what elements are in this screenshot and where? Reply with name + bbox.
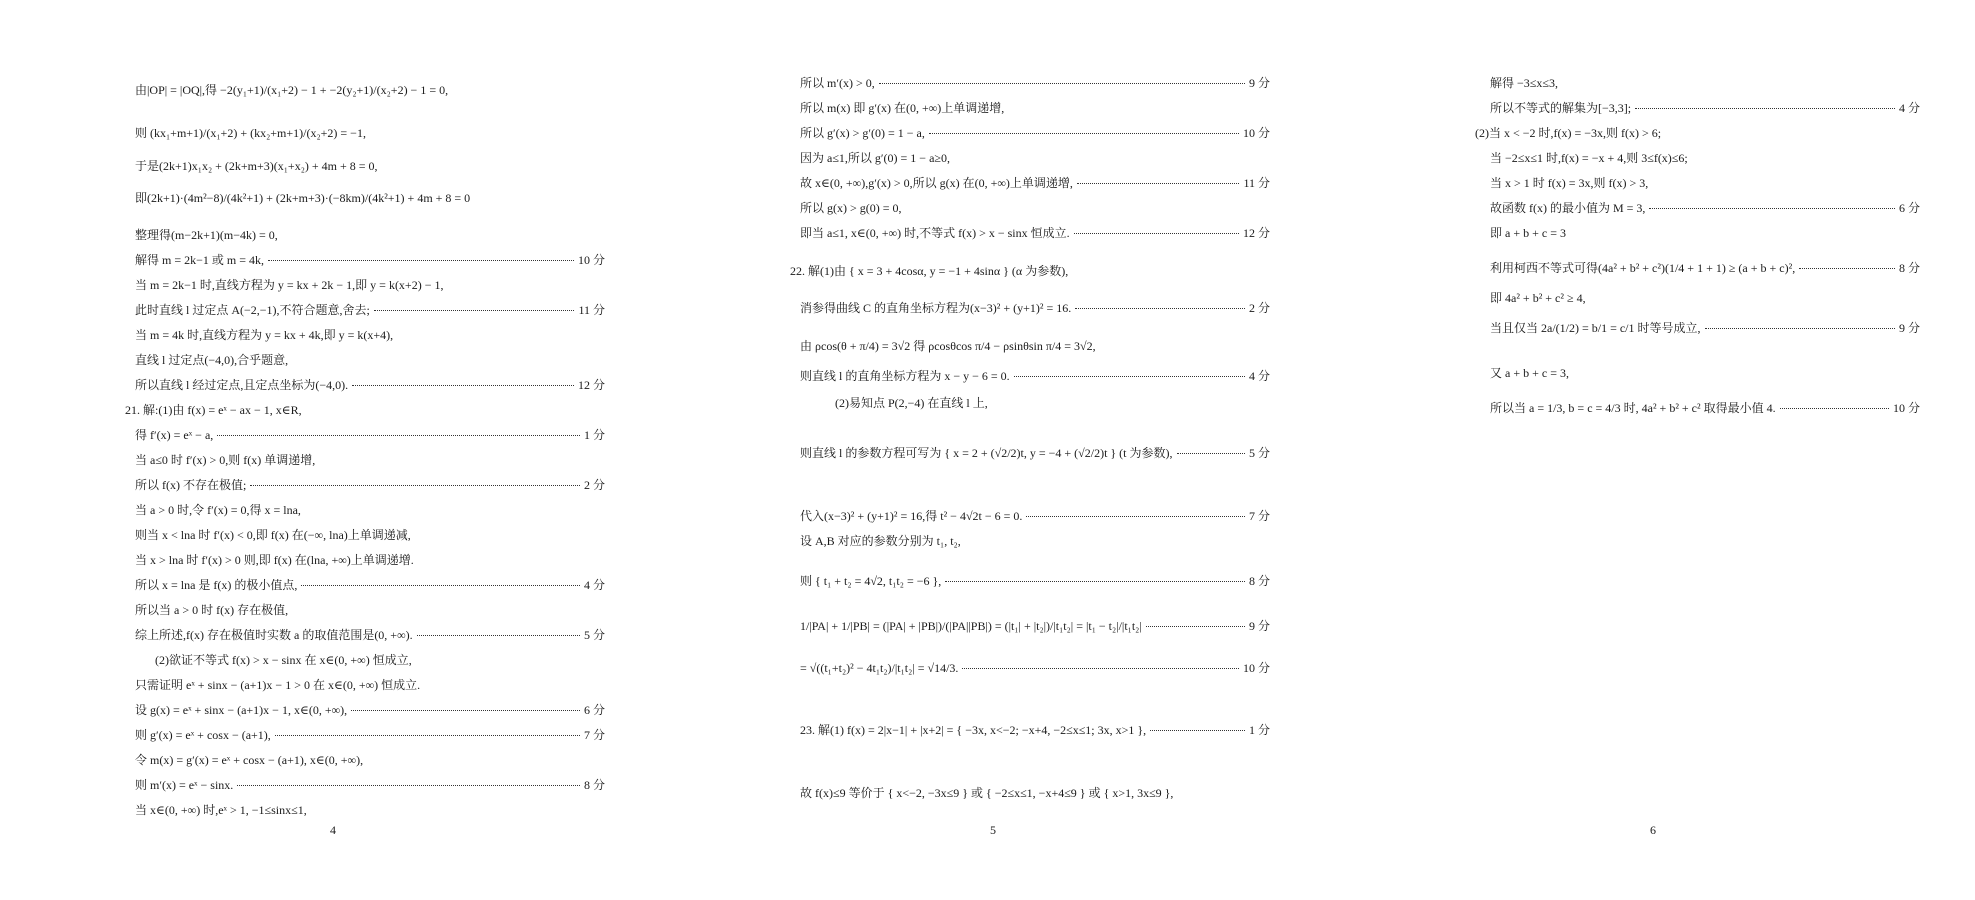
solution-line [135,702,605,718]
line-text: 解得 m = 2k−1 或 m = 4k, [135,253,264,267]
line-text: 此时直线 l 过定点 A(−2,−1),不符合题意,舍去; [135,303,370,317]
solution-line [135,377,605,393]
line-text: 则当 x < lna 时 f′(x) < 0,即 f(x) 在(−∞, lna)上单调递减, [135,528,411,542]
line-text: (2)当 x < −2 时,f(x) = −3x,则 f(x) > 6; [1475,126,1662,140]
line-text: 于是(2k+1)x₁x₂ + (2k+m+3)(x₁+x₂) + 4m + 8 = 0, [135,159,378,173]
score-label: 8 分 [1898,261,1920,275]
solution-line [1490,260,1920,276]
score-label: 9 分 [1248,76,1270,90]
score-label: 10 分 [1892,401,1920,415]
score-label: 6 分 [583,703,605,717]
dot-leader [1150,730,1245,731]
dot-leader [374,310,575,311]
dot-leader [1635,108,1895,109]
score-label: 10 分 [1242,661,1270,675]
solution-line [135,190,605,206]
line-text: 得 f′(x) = eˣ − a, [135,428,214,442]
solution-line [1490,320,1920,336]
line-text: 即当 a≤1, x∈(0, +∞) 时,不等式 f(x) > x − sinx 恒成立. [800,226,1070,240]
score-label: 7 分 [1248,509,1270,523]
line-text: 令 m(x) = g′(x) = eˣ + cosx − (a+1), x∈(0, +∞), [135,753,364,767]
line-text: 只需证明 eˣ + sinx − (a+1)x − 1 > 0 在 x∈(0, +∞) 恒成立. [135,678,421,692]
line-text: 所以直线 l 经过定点,且定点坐标为(−4,0). [135,378,349,392]
dot-leader [1075,308,1245,309]
solution-line [1490,290,1920,306]
solution-line [1490,150,1920,166]
solution-line [800,573,1270,589]
solution-line [135,752,605,768]
dot-leader [1074,233,1239,234]
dot-leader [1705,328,1895,329]
line-text: 由|OP| = |OQ|,得 −2(y₁+1)/(x₁+2) − 1 + −2(y₂+1)/(x₂+2) − 1 = 0, [135,83,449,97]
dot-leader [237,785,580,786]
solution-line [135,352,605,368]
solution-line [135,125,605,141]
solution-line [800,508,1270,524]
solution-line [155,652,605,668]
solution-line [1490,200,1920,216]
score-label: 4 分 [1248,369,1270,383]
solution-line [135,627,605,643]
line-text: 当 m = 4k 时,直线方程为 y = kx + 4k,即 y = k(x+4), [135,328,394,342]
line-text: 当且仅当 2a/(1/2) = b/1 = c/1 时等号成立, [1490,321,1701,335]
dot-leader [250,485,580,486]
solution-line [135,727,605,743]
line-text: 故 x∈(0, +∞),g′(x) > 0,所以 g(x) 在(0, +∞)上单调递增, [800,176,1073,190]
page-number: 5 [990,823,996,837]
solution-line [800,533,1270,549]
dot-leader [1177,453,1245,454]
solution-line [135,552,605,568]
line-text: 所以当 a = 1/3, b = c = 4/3 时, 4a² + b² + c² 取得最小值 4. [1490,401,1776,415]
line-text: (2)易知点 P(2,−4) 在直线 l 上, [835,396,988,410]
score-label: 7 分 [583,728,605,742]
solution-line [1490,225,1920,241]
line-text: 所以 x = lna 是 f(x) 的极小值点, [135,578,298,592]
dot-leader [962,668,1239,669]
solution-line [1490,400,1920,416]
score-label: 11 分 [578,303,605,317]
solution-line [800,225,1270,241]
line-text: 故函数 f(x) 的最小值为 M = 3, [1490,201,1646,215]
line-text: 设 A,B 对应的参数分别为 t₁, t₂, [800,534,961,548]
score-label: 11 分 [1243,176,1270,190]
line-text: (2)欲证不等式 f(x) > x − sinx 在 x∈(0, +∞) 恒成立, [155,653,412,667]
dot-leader [275,735,580,736]
dot-leader [879,83,1245,84]
solution-line [800,150,1270,166]
solution-line [135,802,605,818]
line-text: 由 ρcos(θ + π/4) = 3√2 得 ρcosθcos π/4 − ρsinθsin π/4 = 3√2, [800,339,1096,353]
line-text: 当 −2≤x≤1 时,f(x) = −x + 4,则 3≤f(x)≤6; [1490,151,1688,165]
line-text: 22. 解(1)由 { x = 3 + 4cosα, y = −1 + 4sinα } (α 为参数), [790,264,1069,278]
score-label: 9 分 [1898,321,1920,335]
line-text: 又 a + b + c = 3, [1490,366,1569,380]
line-text: 所以 g(x) > g(0) = 0, [800,201,902,215]
dot-leader [929,133,1239,134]
dot-leader [351,710,580,711]
solution-line [135,777,605,793]
dot-leader [268,260,574,261]
dot-leader [301,585,580,586]
solution-line [135,577,605,593]
solution-line [135,158,605,174]
solution-line [135,452,605,468]
line-text: 利用柯西不等式可得(4a² + b² + c²)(1/4 + 1 + 1) ≥ (a + b + c)², [1490,261,1796,275]
line-text: 直线 l 过定点(−4,0),合乎题意, [135,353,289,367]
solution-line [135,82,605,98]
solution-line [800,338,1270,354]
solution-line [800,618,1270,634]
score-label: 5 分 [583,628,605,642]
score-label: 4 分 [1898,101,1920,115]
solution-line [135,477,605,493]
solution-line [135,602,605,618]
solution-line [790,263,1270,279]
line-text: 则直线 l 的直角坐标方程为 x − y − 6 = 0. [800,369,1010,383]
solution-line [800,200,1270,216]
line-text: 所以 g′(x) > g′(0) = 1 − a, [800,126,925,140]
line-text: 则 m′(x) = eˣ − sinx. [135,778,234,792]
score-label: 12 分 [1242,226,1270,240]
line-text: 当 x > 1 时 f(x) = 3x,则 f(x) > 3, [1490,176,1649,190]
line-text: 所以当 a > 0 时 f(x) 存在极值, [135,603,289,617]
dot-leader [1026,516,1245,517]
score-label: 1 分 [583,428,605,442]
score-label: 8 分 [583,778,605,792]
solution-line [1490,175,1920,191]
score-label: 9 分 [1248,619,1270,633]
dot-leader [1014,376,1245,377]
solution-line [800,445,1270,461]
line-text: 当 a≤0 时 f′(x) > 0,则 f(x) 单调递增, [135,453,316,467]
solution-line [1490,365,1920,381]
solution-line [1475,125,1920,141]
dot-leader [417,635,580,636]
dot-leader [217,435,580,436]
line-text: 因为 a≤1,所以 g′(0) = 1 − a≥0, [800,151,950,165]
page-6 [1440,0,1920,900]
score-label: 8 分 [1248,574,1270,588]
solution-line [800,75,1270,91]
solution-line [135,677,605,693]
solution-line [135,252,605,268]
line-text: 1/|PA| + 1/|PB| = (|PA| + |PB|)/(|PA||PB|) = (|t₁| + |t₂|)/|t₁t₂| = |t₁ − t₂|/|t₁t₂| [800,619,1142,633]
solution-line [135,227,605,243]
solution-line [135,527,605,543]
line-text: 当 m = 2k−1 时,直线方程为 y = kx + 2k − 1,即 y = k(x+2) − 1, [135,278,444,292]
score-label: 12 分 [577,378,605,392]
score-label: 2 分 [1248,301,1270,315]
score-label: 1 分 [1248,723,1270,737]
dot-leader [1146,626,1245,627]
line-text: 代入(x−3)² + (y+1)² = 16,得 t² − 4√2t − 6 = 0. [800,509,1023,523]
solution-line [800,125,1270,141]
solution-line [800,785,1270,801]
dot-leader [1799,268,1895,269]
line-text: 所以 m′(x) > 0, [800,76,875,90]
solution-line [1490,100,1920,116]
solution-line [800,300,1270,316]
line-text: 则 g′(x) = eˣ + cosx − (a+1), [135,728,271,742]
score-label: 10 分 [577,253,605,267]
page-4 [85,0,605,900]
score-label: 4 分 [583,578,605,592]
line-text: 23. 解(1) f(x) = 2|x−1| + |x+2| = { −3x, x<−2; −x+4, −2≤x≤1; 3x, x>1 }, [800,723,1147,737]
dot-leader [1780,408,1889,409]
page-number: 6 [1650,823,1656,837]
page-number: 4 [330,823,336,837]
line-text: 即 a + b + c = 3 [1490,226,1566,240]
dot-leader [1077,183,1240,184]
page-5 [750,0,1270,900]
solution-line [135,427,605,443]
solution-line [800,722,1270,738]
solution-line [125,402,605,418]
score-label: 5 分 [1248,446,1270,460]
solution-line [135,327,605,343]
solution-line [800,368,1270,384]
line-text: 当 x > lna 时 f′(x) > 0 则,即 f(x) 在(lna, +∞)上单调递增. [135,553,414,567]
line-text: 消参得曲线 C 的直角坐标方程为(x−3)² + (y+1)² = 16. [800,301,1072,315]
line-text: 则直线 l 的参数方程可写为 { x = 2 + (√2/2)t, y = −4 + (√2/2)t } (t 为参数), [800,446,1173,460]
score-label: 10 分 [1242,126,1270,140]
line-text: = √((t₁+t₂)² − 4t₁t₂)/|t₁t₂| = √14/3. [800,661,959,675]
line-text: 21. 解:(1)由 f(x) = eˣ − ax − 1, x∈R, [125,403,302,417]
line-text: 所以 f(x) 不存在极值; [135,478,247,492]
solution-line [800,175,1270,191]
dot-leader [352,385,574,386]
solution-line [800,660,1270,676]
solution-line [1490,75,1920,91]
line-text: 整理得(m−2k+1)(m−4k) = 0, [135,228,278,242]
solution-line [800,100,1270,116]
line-text: 当 a > 0 时,令 f′(x) = 0,得 x = lna, [135,503,301,517]
line-text: 故 f(x)≤9 等价于 { x<−2, −3x≤9 } 或 { −2≤x≤1, −x+4≤9 } 或 { x>1, 3x≤9 }, [800,786,1174,800]
line-text: 即 4a² + b² + c² ≥ 4, [1490,291,1586,305]
line-text: 当 x∈(0, +∞) 时,eˣ > 1, −1≤sinx≤1, [135,803,307,817]
line-text: 所以 m(x) 即 g′(x) 在(0, +∞)上单调递增, [800,101,1005,115]
line-text: 则 (kx₁+m+1)/(x₁+2) + (kx₂+m+1)/(x₂+2) = −1, [135,126,366,140]
score-label: 6 分 [1898,201,1920,215]
score-label: 2 分 [583,478,605,492]
dot-leader [1649,208,1895,209]
solution-line [135,502,605,518]
line-text: 解得 −3≤x≤3, [1490,76,1558,90]
line-text: 设 g(x) = eˣ + sinx − (a+1)x − 1, x∈(0, +∞), [135,703,348,717]
line-text: 即(2k+1)·(4m²−8)/(4k²+1) + (2k+m+3)·(−8km)/(4k²+1) + 4m + 8 = 0 [135,191,471,205]
line-text: 所以不等式的解集为[−3,3]; [1490,101,1632,115]
dot-leader [945,581,1245,582]
solution-line [835,395,1270,411]
line-text: 综上所述,f(x) 存在极值时实数 a 的取值范围是(0, +∞). [135,628,413,642]
solution-line [135,277,605,293]
line-text: 则 { t₁ + t₂ = 4√2, t₁t₂ = −6 }, [800,574,942,588]
solution-line [135,302,605,318]
